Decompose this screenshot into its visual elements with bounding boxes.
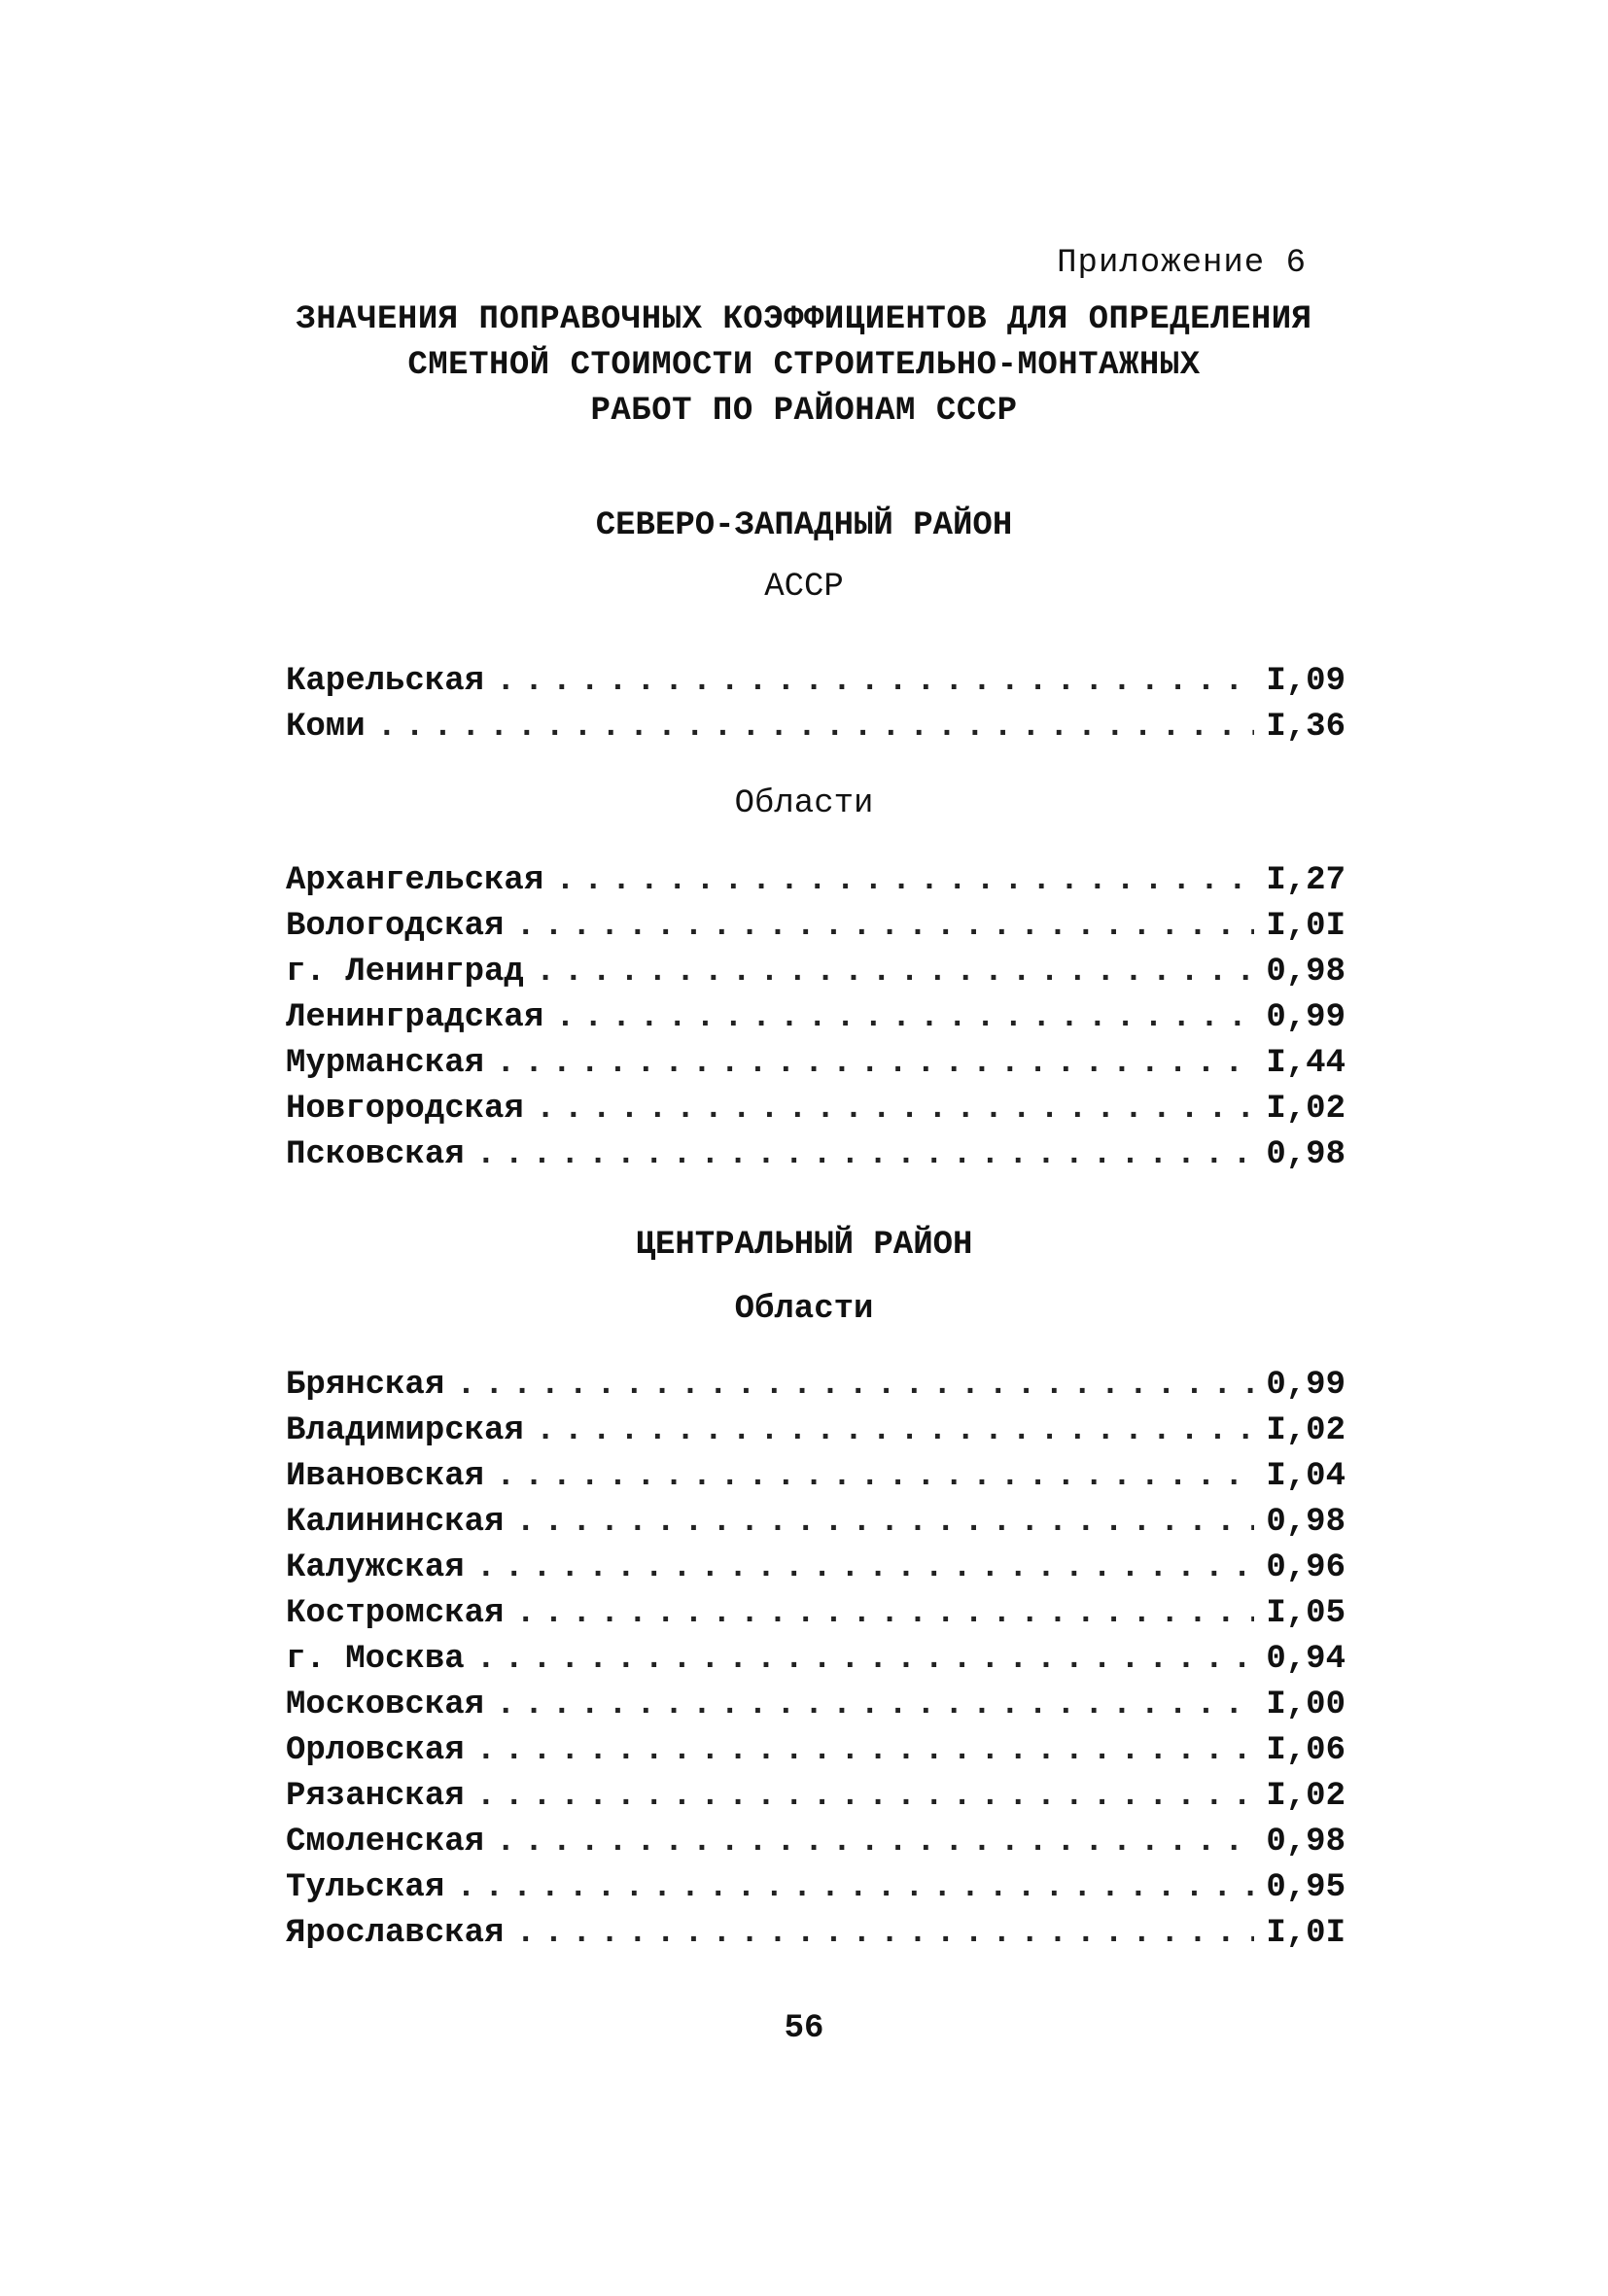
central-oblasti-list — [286, 1363, 1346, 1957]
list-item — [286, 1728, 1346, 1774]
region-name: Рязанская — [286, 1778, 465, 1815]
title-line: РАБОТ ПО РАЙОНАМ СССР — [590, 393, 1018, 430]
region-heading-central: ЦЕНТРАЛЬНЫЙ РАЙОН — [635, 1227, 973, 1264]
region-name: Мурманская — [286, 1045, 485, 1082]
dot-leader — [476, 1774, 1255, 1820]
list-item — [286, 1041, 1346, 1087]
list-item — [286, 1546, 1346, 1591]
list-item — [286, 858, 1346, 904]
dot-leader — [456, 1363, 1254, 1409]
dot-leader — [496, 1041, 1254, 1087]
region-name: Калининская — [286, 1504, 505, 1541]
list-item — [286, 1774, 1346, 1820]
region-name: г. Москва — [286, 1641, 465, 1678]
list-item — [286, 705, 1346, 750]
dot-leader — [476, 1132, 1255, 1178]
dot-leader — [515, 1591, 1254, 1637]
region-name: Архангельская — [286, 862, 544, 899]
list-item — [286, 1087, 1346, 1132]
dot-leader — [515, 1500, 1254, 1546]
region-name: Орловская — [286, 1732, 465, 1769]
region-name: Коми — [286, 709, 366, 746]
list-item — [286, 1865, 1346, 1911]
region-name: Костромская — [286, 1595, 505, 1632]
region-heading-northwest: СЕВЕРО-ЗАПАДНЫЙ РАЙОН — [595, 507, 1013, 544]
list-item — [286, 1500, 1346, 1546]
coefficient-value: I,02 — [1266, 1778, 1346, 1815]
dot-leader — [515, 1911, 1254, 1957]
region-name: Брянская — [286, 1367, 445, 1404]
dot-leader — [496, 1820, 1254, 1865]
coefficient-value: 0,96 — [1266, 1549, 1346, 1586]
coefficient-value: I,04 — [1266, 1458, 1346, 1495]
coefficient-value: I,27 — [1266, 862, 1346, 899]
coefficient-value: I,0I — [1266, 908, 1346, 945]
page-number: 56 — [784, 2010, 824, 2047]
coefficient-value: I,44 — [1266, 1045, 1346, 1082]
list-item — [286, 1132, 1346, 1178]
title-line: ЗНАЧЕНИЯ ПОПРАВОЧНЫХ КОЭФФИЦИЕНТОВ ДЛЯ ОПРЕДЕЛЕНИЯ — [296, 301, 1312, 338]
coefficient-value: 0,98 — [1266, 954, 1346, 991]
region-name: Ленинградская — [286, 999, 544, 1036]
northwest-oblasti-list — [286, 858, 1346, 1178]
list-item — [286, 659, 1346, 705]
coefficient-value: 0,98 — [1266, 1824, 1346, 1861]
dot-leader — [476, 1728, 1255, 1774]
list-item — [286, 1637, 1346, 1683]
region-name: Карельская — [286, 663, 485, 700]
region-name: Московская — [286, 1687, 485, 1723]
region-name: Ярославская — [286, 1915, 505, 1952]
coefficient-value: I,05 — [1266, 1595, 1346, 1632]
list-item — [286, 995, 1346, 1041]
assr-heading: АССР — [764, 569, 844, 606]
coefficient-value: I,00 — [1266, 1687, 1346, 1723]
region-name: г. Ленинград — [286, 954, 524, 991]
region-name: Владимирская — [286, 1412, 524, 1449]
region-name: Ивановская — [286, 1458, 485, 1495]
coefficient-value: I,06 — [1266, 1732, 1346, 1769]
coefficient-value: I,02 — [1266, 1091, 1346, 1128]
title-line: СМЕТНОЙ СТОИМОСТИ СТРОИТЕЛЬНО-МОНТАЖНЫХ — [407, 347, 1201, 384]
region-name: Вологодская — [286, 908, 505, 945]
coefficient-value: 0,98 — [1266, 1504, 1346, 1541]
coefficient-value: I,09 — [1266, 663, 1346, 700]
document-title — [194, 297, 1414, 435]
appendix-label: Приложение 6 — [1057, 245, 1307, 282]
oblasti-heading-northwest: Области — [734, 785, 874, 822]
coefficient-value: I,36 — [1266, 709, 1346, 746]
coefficient-value: I,0I — [1266, 1915, 1346, 1952]
dot-leader — [536, 1087, 1255, 1132]
dot-leader — [496, 659, 1254, 705]
dot-leader — [555, 858, 1254, 904]
list-item — [286, 1911, 1346, 1957]
region-name: Псковская — [286, 1136, 465, 1173]
region-name: Тульская — [286, 1869, 445, 1906]
coefficient-value: 0,94 — [1266, 1641, 1346, 1678]
dot-leader — [515, 904, 1254, 950]
list-item — [286, 1820, 1346, 1865]
dot-leader — [456, 1865, 1254, 1911]
list-item — [286, 1409, 1346, 1454]
dot-leader — [377, 705, 1255, 750]
coefficient-value: I,02 — [1266, 1412, 1346, 1449]
dot-leader — [536, 1409, 1255, 1454]
list-item — [286, 1454, 1346, 1500]
coefficient-value: 0,98 — [1266, 1136, 1346, 1173]
oblasti-heading-central: Области — [734, 1291, 874, 1328]
list-item — [286, 950, 1346, 995]
list-item — [286, 904, 1346, 950]
dot-leader — [476, 1637, 1255, 1683]
dot-leader — [536, 950, 1255, 995]
region-name: Смоленская — [286, 1824, 485, 1861]
dot-leader — [555, 995, 1254, 1041]
region-name: Калужская — [286, 1549, 465, 1586]
dot-leader — [496, 1683, 1254, 1728]
list-item — [286, 1683, 1346, 1728]
list-item — [286, 1363, 1346, 1409]
region-name: Новгородская — [286, 1091, 524, 1128]
assr-list — [286, 659, 1346, 750]
dot-leader — [476, 1546, 1255, 1591]
list-item — [286, 1591, 1346, 1637]
coefficient-value: 0,99 — [1266, 1367, 1346, 1404]
coefficient-value: 0,99 — [1266, 999, 1346, 1036]
coefficient-value: 0,95 — [1266, 1869, 1346, 1906]
dot-leader — [496, 1454, 1254, 1500]
